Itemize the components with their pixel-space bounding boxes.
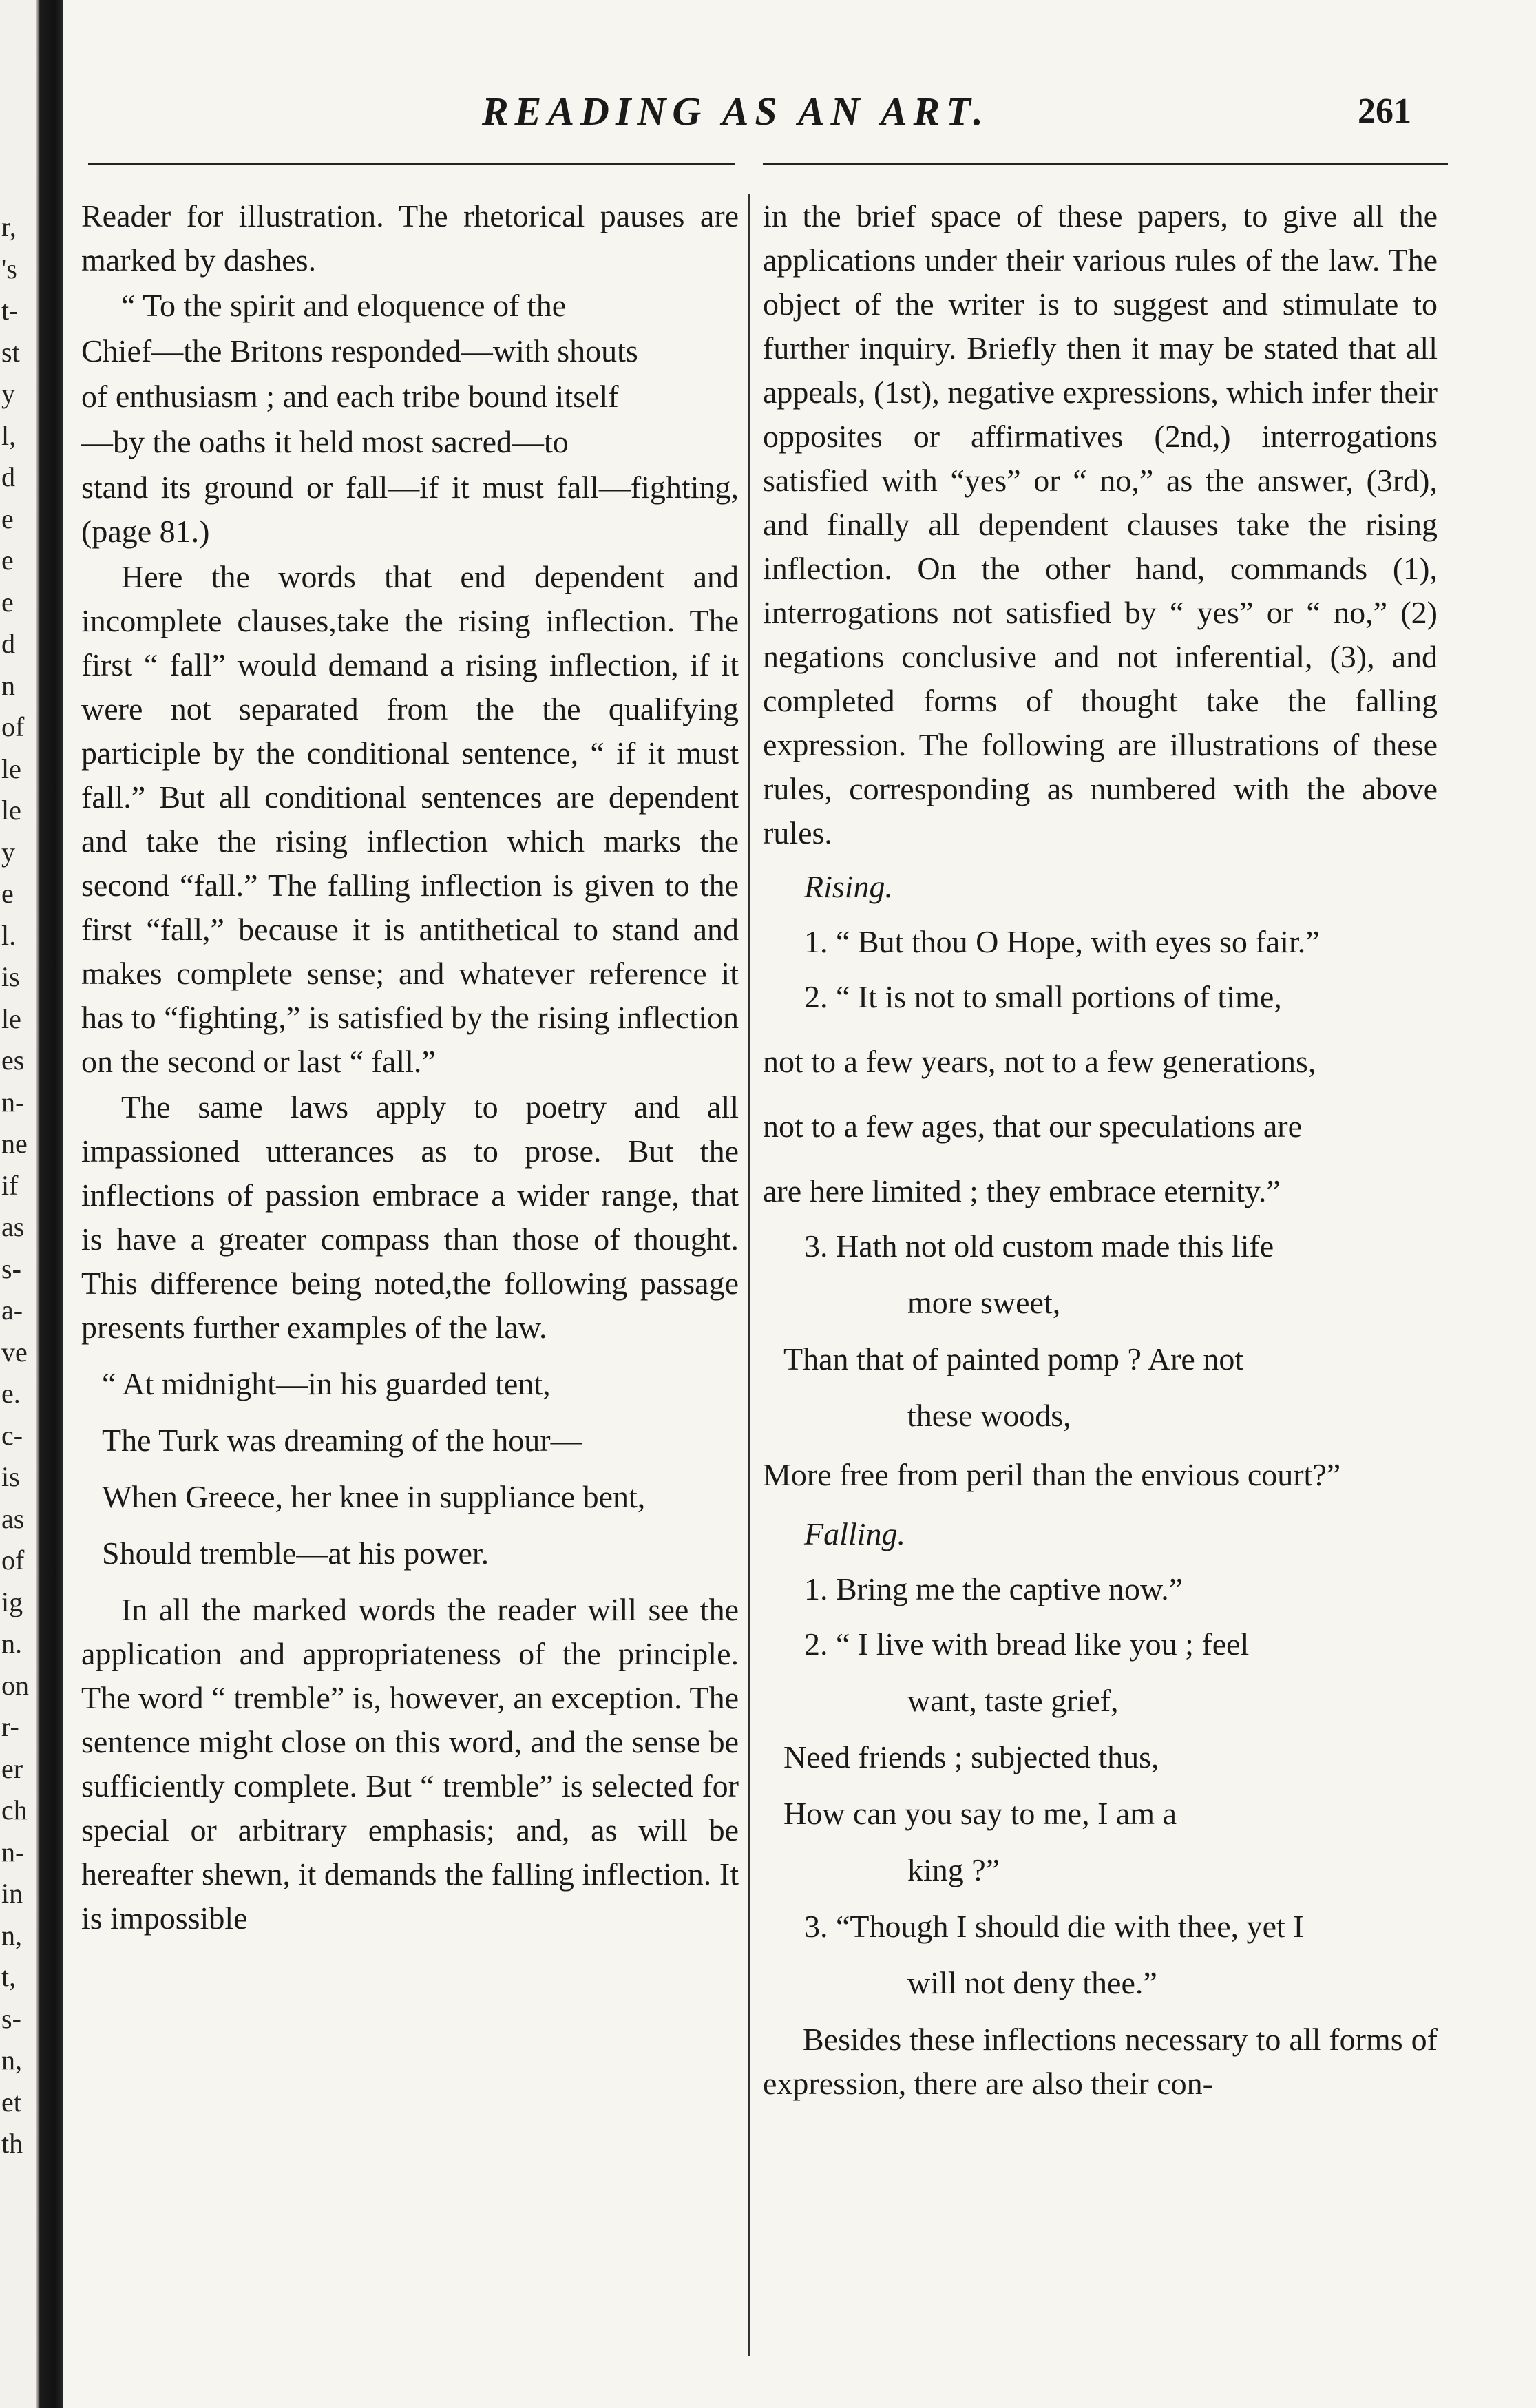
paragraph: —by the oaths it held most sacred—to: [81, 424, 569, 459]
paragraph: Chief—the Britons responded—with shouts: [81, 333, 638, 368]
margin-fragment: ne: [1, 1128, 28, 1159]
paragraph: Than that of painted pomp ? Are not: [783, 1341, 1244, 1376]
paragraph: Besides these inflections necessary to all forms of expression, there are also their con-: [763, 2022, 1438, 2101]
margin-fragment: le: [1, 795, 21, 826]
paragraph: The same laws apply to poetry and all impassioned utterances as to prose. But the inflections of passion embrace a wider range, that is have a greater compass than those of thought. This difference being noted,the following passage presents further examples of the law.: [81, 1089, 739, 1345]
margin-fragment: l,: [1, 419, 17, 451]
margin-fragment: er: [1, 1752, 23, 1784]
paragraph: in the brief space of these papers, to give all the applications under their various rules of the law. The object of the writer is to suggest and stimulate to further inquiry. Briefly then it may be stated that all appeals, (1st), negative expressions, which infer their opposites or affirmatives (2nd,) interrogations satisfied with “yes” or “ no,” as the answer, (3rd), and finally all dependent clauses take the rising inflection. On the other hand, commands (1), interrogations not satisfied by “ yes” or “ no,” (2) negations conclusive and not inferential, (3), and completed forms of thought take the falling expression. The following are illustrations of these rules, corresponding as numbered with the above rules.: [763, 198, 1438, 850]
margin-fragment: d: [1, 628, 15, 659]
paragraph: 3. Hath not old custom made this life: [804, 1228, 1274, 1264]
paragraph: stand its ground or fall—if it must fall—fighting, (page 81.): [81, 470, 739, 549]
margin-fragment: is: [1, 1461, 20, 1492]
margin-fragment: a-: [1, 1295, 23, 1326]
paragraph: king ?”: [907, 1852, 1000, 1887]
running-head: READING AS AN ART.: [482, 89, 989, 134]
margin-fragment: e: [1, 545, 14, 576]
paragraph: want, taste grief,: [907, 1683, 1119, 1718]
paragraph: these woods,: [907, 1398, 1071, 1433]
paragraph: 1. “ But thou O Hope, with eyes so fair.”: [804, 924, 1320, 959]
margin-fragment: on: [1, 1669, 29, 1701]
margin-fragment: as: [1, 1211, 25, 1242]
margin-fragment: l.: [1, 919, 17, 951]
margin-fragment: n: [1, 669, 15, 701]
margin-fragment: n,: [1, 1919, 22, 1951]
paragraph: Here the words that end dependent and incomplete clauses,take the rising inflection. The first “ fall” would demand a rising inflection, if it were not separated from the the qualifying participle by the conditional sentence, “ if it must fall.” But all conditional sentences are dependent and take the rising inflection which marks the second “fall.” The falling inflection is given to the first “fall,” because it is antithetical to stand and makes complete sense; and whatever reference it has to “fighting,” is satisfied by the rising inflection on the second or last “ fall.”: [81, 559, 739, 1079]
page-number: 261: [1358, 92, 1411, 131]
margin-fragment: ig: [1, 1586, 23, 1617]
margin-fragment: of: [1, 1545, 25, 1575]
paragraph: Reader for illustration. The rhetorical pauses are marked by dashes.: [81, 198, 739, 278]
margin-fragment: of: [1, 711, 25, 742]
paragraph: More free from peril than the envious court?”: [763, 1457, 1341, 1492]
margin-fragment: e: [1, 878, 14, 909]
header-rule-right: [763, 163, 1448, 165]
adjacent-page-margin: [1, 207, 32, 2165]
paragraph: 1. Bring me the captive now.”: [804, 1571, 1183, 1606]
paragraph: will not deny thee.”: [907, 1965, 1157, 2000]
margin-fragment: ch: [1, 1794, 28, 1825]
margin-fragment: e.: [1, 1378, 21, 1409]
margin-fragment: n.: [1, 1628, 22, 1659]
paragraph: Rising.: [804, 869, 894, 904]
paragraph: 3. “Though I should die with thee, yet I: [804, 1909, 1304, 1944]
margin-fragment: as: [1, 1503, 25, 1534]
margin-fragment: is: [1, 961, 20, 992]
margin-fragment: et: [1, 2086, 21, 2117]
paragraph: not to a few years, not to a few generations,: [763, 1044, 1316, 1079]
margin-fragment: d: [1, 461, 15, 492]
margin-fragment: le: [1, 1003, 21, 1034]
margin-fragment: t-: [1, 295, 19, 326]
margin-fragment: y: [1, 378, 15, 409]
paragraph: The Turk was dreaming of the hour—: [102, 1423, 582, 1458]
paragraph: Should tremble—at his power.: [102, 1536, 490, 1571]
paragraph: Need friends ; subjected thus,: [783, 1739, 1159, 1774]
margin-fragment: r,: [1, 211, 17, 242]
right-column: [763, 194, 1438, 2107]
margin-fragment: es: [1, 1045, 25, 1076]
paragraph: are here limited ; they embrace eternity.”: [763, 1173, 1281, 1208]
margin-fragment: s-: [1, 2002, 21, 2034]
margin-fragment: n-: [1, 1836, 25, 1867]
header-rule-left: [88, 163, 735, 165]
paragraph: When Greece, her knee in suppliance bent,: [102, 1479, 646, 1514]
margin-fragment: r-: [1, 1711, 19, 1742]
margin-fragment: s-: [1, 1253, 21, 1284]
margin-fragment: n,: [1, 2044, 22, 2075]
margin-fragment: y: [1, 836, 15, 868]
paragraph: Falling.: [804, 1516, 905, 1551]
margin-fragment: c-: [1, 1419, 23, 1451]
margin-fragment: if: [1, 1169, 19, 1201]
paragraph: How can you say to me, I am a: [783, 1796, 1177, 1831]
margin-fragment: t,: [1, 1961, 17, 1992]
paragraph: In all the marked words the reader will see the application and appropriateness of the principle. The word “ tremble” is, however, an exception. The sentence might close on this word, and the sense be sufficiently complete. But “ tremble” is selected for special or arbitrary emphasis; and, as will be hereafter shewn, it demands the falling inflection. It is impossible: [81, 1592, 739, 1936]
column-divider: [748, 194, 750, 2356]
margin-fragment: st: [1, 336, 20, 368]
paragraph: more sweet,: [907, 1285, 1061, 1320]
paragraph: not to a few ages, that our speculations are: [763, 1109, 1303, 1144]
margin-fragment: le: [1, 753, 21, 784]
paragraph: “ At midnight—in his guarded tent,: [102, 1366, 551, 1401]
paragraph: 2. “ It is not to small portions of time,: [804, 979, 1282, 1014]
margin-fragment: 's: [1, 253, 17, 284]
paragraph: of enthusiasm ; and each tribe bound itself: [81, 379, 619, 414]
margin-fragment: e: [1, 503, 14, 534]
margin-fragment: ve: [1, 1336, 28, 1368]
paragraph: 2. “ I live with bread like you ; feel: [804, 1626, 1250, 1662]
margin-fragment: th: [1, 2128, 23, 2159]
left-column: [81, 194, 739, 1942]
margin-fragment: n-: [1, 1086, 25, 1118]
margin-fragment: in: [1, 1878, 23, 1909]
paragraph: “ To the spirit and eloquence of the: [121, 288, 567, 323]
margin-fragment: e: [1, 586, 14, 618]
